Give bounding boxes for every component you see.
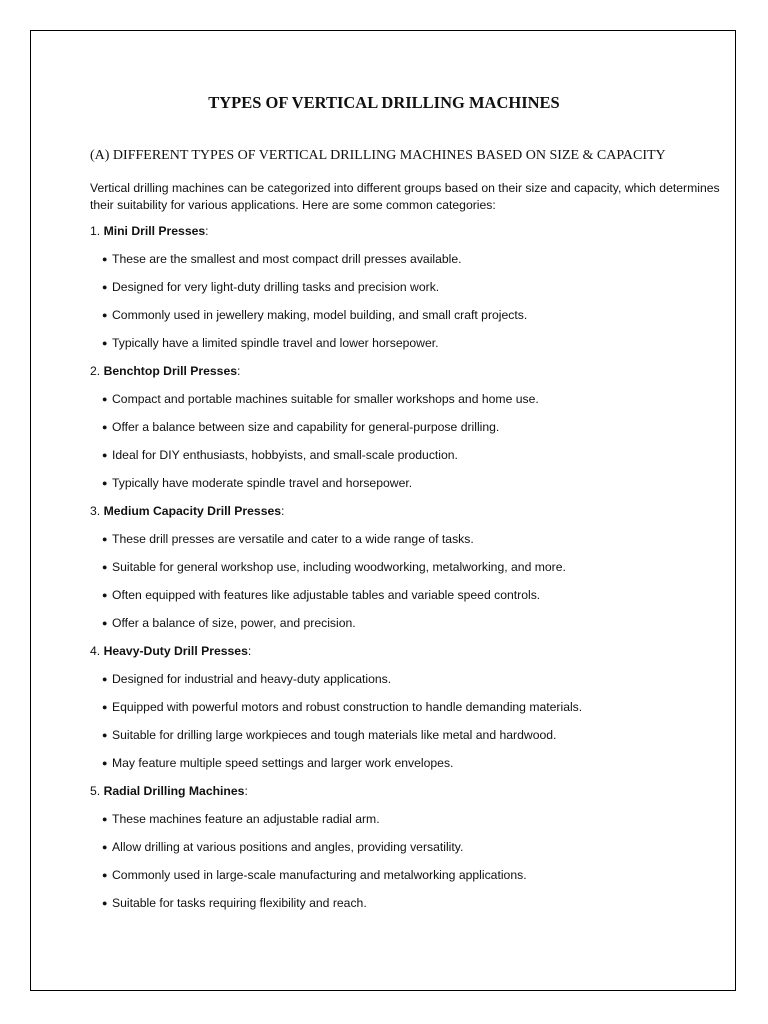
bullet-dot-icon: ● xyxy=(102,842,108,852)
bullet-item xyxy=(90,335,720,363)
bullet-dot-icon: ● xyxy=(102,618,108,628)
category-name: Heavy-Duty Drill Presses xyxy=(103,644,248,658)
bullet-dot-icon: ● xyxy=(102,478,108,488)
bullet-text: Suitable for general workshop use, including woodworking, metalworking, and more. xyxy=(112,560,566,574)
bullet-dot-icon: ● xyxy=(102,562,108,572)
document-title: TYPES OF VERTICAL DRILLING MACHINES xyxy=(208,93,560,112)
category-number: 3. xyxy=(90,504,101,518)
category-heading: 5. Radial Drilling Machines: xyxy=(90,784,248,798)
category-number: 1. xyxy=(90,224,101,238)
category-number: 2. xyxy=(90,364,101,378)
bullet-text: Ideal for DIY enthusiasts, hobbyists, and small-scale production. xyxy=(112,448,458,462)
bullet-item xyxy=(90,839,720,867)
bullet-dot-icon: ● xyxy=(102,422,108,432)
category-heading: 3. Medium Capacity Drill Presses: xyxy=(90,504,285,518)
section-subtitle: (A) DIFFERENT TYPES OF VERTICAL DRILLING MACHINES BASED ON SIZE & CAPACITY xyxy=(90,148,666,163)
category-name: Mini Drill Presses xyxy=(103,224,206,238)
intro-paragraph: Vertical drilling machines can be categorized into different groups based on their size and capacity, which determines their suitability for various applications. Here are some common categories: xyxy=(90,181,720,212)
bullet-dot-icon: ● xyxy=(102,870,108,880)
bullet-text: Designed for industrial and heavy-duty applications. xyxy=(112,672,392,686)
bullet-item xyxy=(90,391,720,419)
category-list xyxy=(90,223,720,923)
category-heading: 4. Heavy-Duty Drill Presses: xyxy=(90,644,252,658)
category-number: 5. xyxy=(90,784,101,798)
bullet-text: Suitable for drilling large workpieces and tough materials like metal and hardwood. xyxy=(112,728,557,742)
bullet-text: Compact and portable machines suitable for smaller workshops and home use. xyxy=(112,392,539,406)
bullet-dot-icon: ● xyxy=(102,534,108,544)
bullet-item xyxy=(90,279,720,307)
bullet-item xyxy=(90,755,720,783)
bullet-item xyxy=(90,811,720,839)
bullet-text: Offer a balance between size and capability for general-purpose drilling. xyxy=(112,420,500,434)
bullet-text: Equipped with powerful motors and robust construction to handle demanding materials. xyxy=(112,700,583,714)
bullet-text: Allow drilling at various positions and angles, providing versatility. xyxy=(112,840,464,854)
bullet-item xyxy=(90,447,720,475)
bullet-item xyxy=(90,531,720,559)
category-name: Benchtop Drill Presses xyxy=(103,364,237,378)
bullet-item xyxy=(90,895,720,923)
bullet-dot-icon: ● xyxy=(102,758,108,768)
bullet-text: These drill presses are versatile and cater to a wide range of tasks. xyxy=(112,532,474,546)
bullet-dot-icon: ● xyxy=(102,730,108,740)
bullet-item xyxy=(90,867,720,895)
bullet-item xyxy=(90,615,720,643)
bullet-item xyxy=(90,699,720,727)
bullet-text: These machines feature an adjustable radial arm. xyxy=(112,812,380,826)
bullet-item xyxy=(90,475,720,503)
bullet-item xyxy=(90,419,720,447)
bullet-text: Designed for very light-duty drilling tasks and precision work. xyxy=(112,280,440,294)
bullet-text: Typically have a limited spindle travel and lower horsepower. xyxy=(112,336,439,350)
bullet-item xyxy=(90,587,720,615)
bullet-dot-icon: ● xyxy=(102,674,108,684)
bullet-text: Typically have moderate spindle travel and horsepower. xyxy=(112,476,413,490)
category-name: Radial Drilling Machines xyxy=(103,784,245,798)
bullet-dot-icon: ● xyxy=(102,702,108,712)
bullet-dot-icon: ● xyxy=(102,590,108,600)
bullet-item xyxy=(90,307,720,335)
bullet-text: Suitable for tasks requiring flexibility and reach. xyxy=(112,896,367,910)
bullet-text: Often equipped with features like adjustable tables and variable speed controls. xyxy=(112,588,541,602)
document-content xyxy=(90,92,720,910)
bullet-dot-icon: ● xyxy=(102,394,108,404)
bullet-dot-icon: ● xyxy=(102,898,108,908)
bullet-item xyxy=(90,671,720,699)
bullet-dot-icon: ● xyxy=(102,282,108,292)
bullet-text: May feature multiple speed settings and larger work envelopes. xyxy=(112,756,454,770)
bullet-text: Offer a balance of size, power, and precision. xyxy=(112,616,356,630)
bullet-dot-icon: ● xyxy=(102,254,108,264)
bullet-text: These are the smallest and most compact drill presses available. xyxy=(112,252,462,266)
bullet-dot-icon: ● xyxy=(102,310,108,320)
bullet-item xyxy=(90,559,720,587)
bullet-item xyxy=(90,727,720,755)
bullet-item xyxy=(90,251,720,279)
bullet-text: Commonly used in large-scale manufacturing and metalworking applications. xyxy=(112,868,527,882)
category-heading: 1. Mini Drill Presses: xyxy=(90,224,209,238)
category-number: 4. xyxy=(90,644,101,658)
bullet-text: Commonly used in jewellery making, model building, and small craft projects. xyxy=(112,308,528,322)
bullet-dot-icon: ● xyxy=(102,450,108,460)
bullet-dot-icon: ● xyxy=(102,814,108,824)
category-heading: 2. Benchtop Drill Presses: xyxy=(90,364,241,378)
bullet-dot-icon: ● xyxy=(102,338,108,348)
category-name: Medium Capacity Drill Presses xyxy=(103,504,282,518)
